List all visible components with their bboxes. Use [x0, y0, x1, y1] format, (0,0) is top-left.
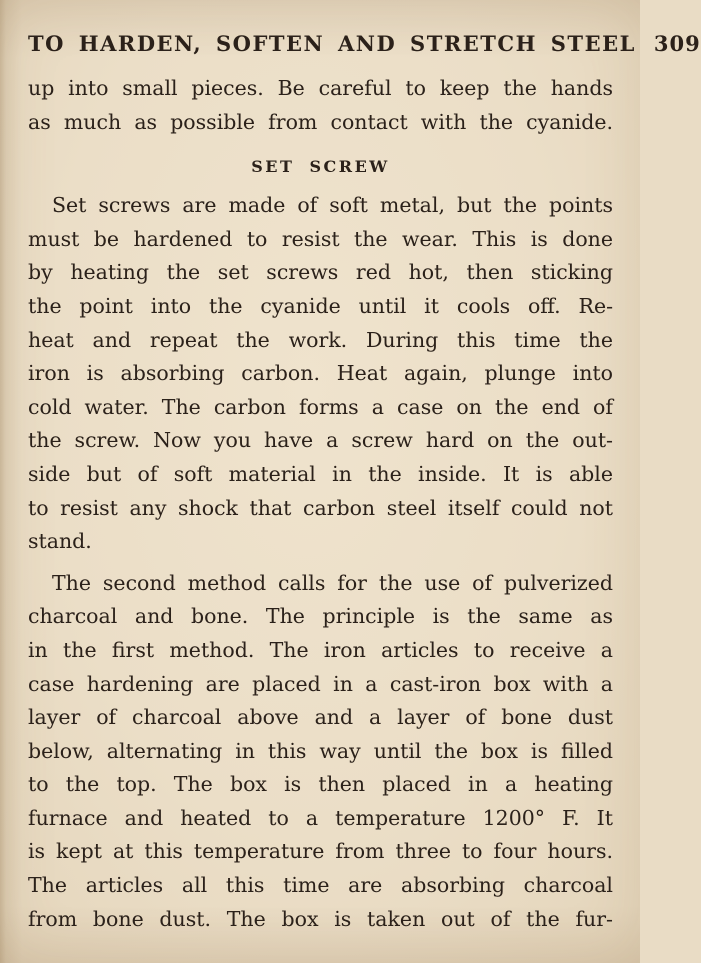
text-line: Set screws are made of soft metal, but the points	[52, 193, 613, 218]
text-line: is kept at this temperature from three to four hours.	[28, 839, 613, 864]
paragraph-second-method	[28, 567, 613, 937]
page-number: 309	[653, 31, 701, 56]
text-line: to resist any shock that carbon steel itself could not	[28, 495, 613, 520]
intro-paragraph	[28, 72, 613, 139]
text-line: below, alternating in this way until the box is filled	[28, 738, 613, 763]
text-line: to the top. The box is then placed in a heating	[28, 772, 613, 797]
text-line: the point into the cyanide until it cools off. Re-	[28, 293, 613, 318]
text-line: cold water. The carbon forms a case on the end of	[28, 394, 613, 419]
text-line: from bone dust. The box is taken out of the fur-	[28, 906, 613, 931]
text-line: up into small pieces. Be careful to keep the hands	[28, 76, 613, 100]
text-line: must be hardened to resist the wear. This is done	[28, 226, 613, 251]
text-line: side but of soft material in the inside. It is able	[28, 461, 613, 486]
text-line: The second method calls for the use of pulverized	[52, 570, 613, 595]
running-head	[28, 30, 701, 58]
section-heading: SET SCREW	[251, 157, 390, 177]
paragraph-set-screw	[28, 189, 613, 559]
page-content	[28, 30, 701, 936]
text-line: furnace and heated to a temperature 1200° F. It	[28, 805, 613, 830]
text-line: in the first method. The iron articles to receive a	[28, 637, 613, 662]
text-line: by heating the set screws red hot, then sticking	[28, 260, 613, 285]
text-line: the screw. Now you have a screw hard on the out-	[28, 428, 613, 453]
text-line: layer of charcoal above and a layer of bone dust	[28, 705, 613, 730]
text-line: charcoal and bone. The principle is the same as	[28, 604, 613, 629]
running-head-title: TO HARDEN, SOFTEN AND STRETCH STEEL	[28, 31, 636, 56]
text-line: The articles all this time are absorbing charcoal	[28, 873, 613, 898]
text-line: as much as possible from contact with the cyanide.	[28, 109, 613, 134]
text-line: iron is absorbing carbon. Heat again, plunge into	[28, 361, 613, 386]
text-line: heat and repeat the work. During this time the	[28, 327, 613, 352]
text-line: case hardening are placed in a cast-iron box with a	[28, 671, 613, 696]
text-line: stand.	[28, 529, 92, 554]
